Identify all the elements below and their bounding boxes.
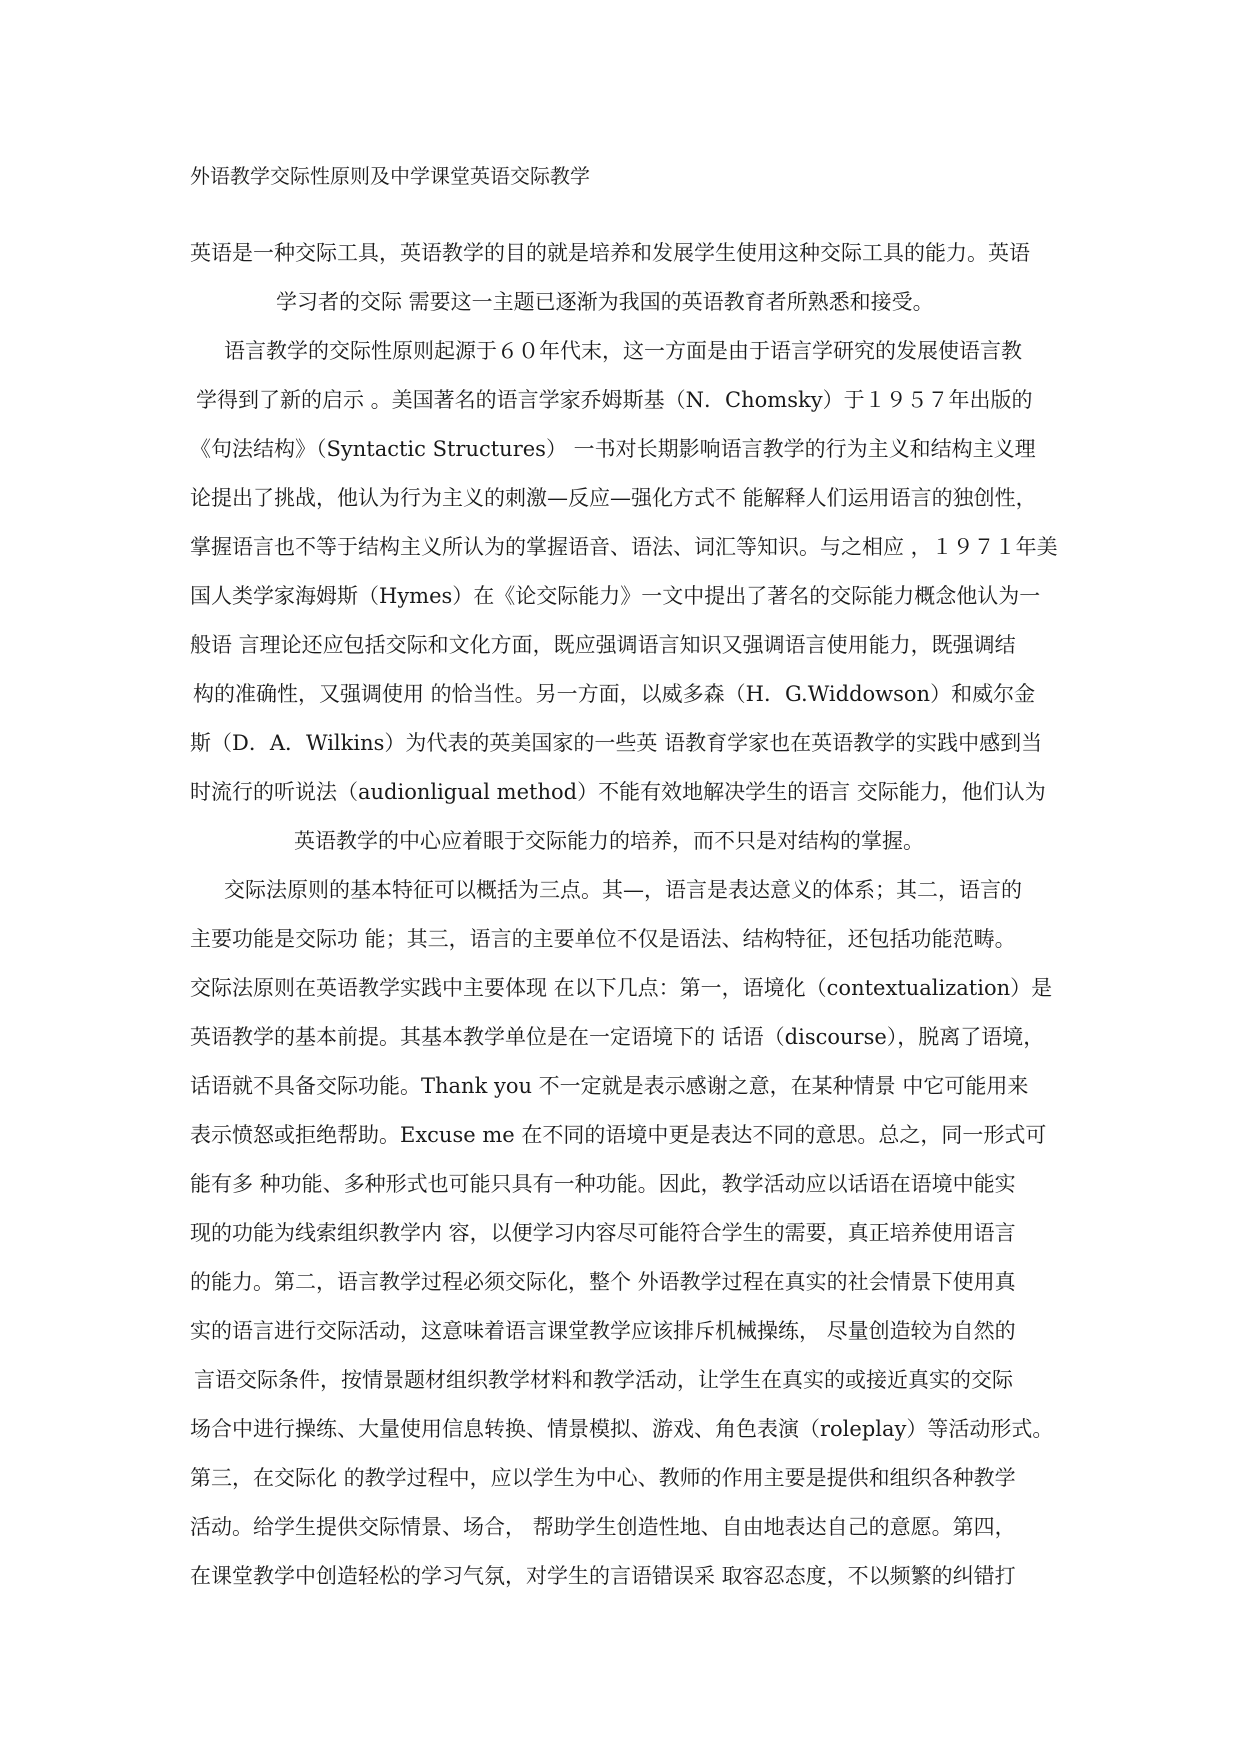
text-line: 表示愤怒或拒绝帮助。Excuse me 在不同的语境中更是表达不同的意思。总之，同一形式可 — [190, 1123, 1047, 1147]
text-line: 学得到了新的启示 。美国著名的语言学家乔姆斯基（N．Chomsky）于１９５７年出版的 — [196, 388, 1033, 412]
text-line: 话语就不具备交际功能。Thank you 不一定就是表示感谢之意，在某种情景 中它可能用来 — [190, 1074, 1029, 1098]
text-line: 般语 言理论还应包括交际和文化方面，既应强调语言知识又强调语言使用能力，既强调结 — [190, 633, 1016, 657]
text-line: 学习者的交际 需要这一主题已逐渐为我国的英语教育者所熟悉和接受。 — [276, 290, 934, 314]
document-title: 外语教学交际性原则及中学课堂英语交际教学 — [190, 164, 590, 188]
text-line: 现的功能为线索组织教学内 容，以便学习内容尽可能符合学生的需要，真正培养使用语言 — [190, 1221, 1016, 1245]
text-line: 时流行的听说法（audionligual method）不能有效地解决学生的语言 交际能力，他们认为 — [190, 780, 1046, 804]
text-line: 活动。给学生提供交际情景、场合， 帮助学生创造性地、自由地表达自己的意愿。第四， — [190, 1515, 1016, 1539]
text-line: 论提出了挑战，他认为行为主义的刺激—反应—强化方式不 能解释人们运用语言的独创性， — [190, 486, 1037, 510]
text-line: 构的准确性，又强调使用 的恰当性。另一方面，以威多森（H．G.Widdowson）和威尔金 — [193, 682, 1036, 706]
text-line: 语言教学的交际性原则起源于６０年代末，这一方面是由于语言学研究的发展使语言教 — [224, 339, 1022, 363]
text-line: 英语教学的中心应着眼于交际能力的培养，而不只是对结构的掌握。 — [294, 829, 924, 853]
text-line: 英语教学的基本前提。其基本教学单位是在一定语境下的 话语（discourse），脱离了语境， — [190, 1025, 1045, 1049]
text-line: 主要功能是交际功 能；其三，语言的主要单位不仅是语法、结构特征，还包括功能范畴。 — [190, 927, 1016, 951]
text-line: 实的语言进行交际活动，这意味着语言课堂教学应该排斥机械操练， 尽量创造较为自然的 — [190, 1319, 1016, 1343]
text-line: 斯（D．A．Wilkins）为代表的英美国家的一些英 语教育学家也在英语教学的实践中感到当 — [190, 731, 1043, 755]
text-line: 交际法原则的基本特征可以概括为三点。其—，语言是表达意义的体系；其二，语言的 — [224, 878, 1022, 902]
text-line: 场合中进行操练、大量使用信息转换、情景模拟、游戏、角色表演（roleplay）等活动形式。 — [190, 1417, 1054, 1441]
text-line: 言语交际条件，按情景题材组织教学材料和教学活动，让学生在真实的或接近真实的交际 — [194, 1368, 1013, 1392]
text-line: 掌握语言也不等于结构主义所认为的掌握语音、语法、词汇等知识。与之相应 ，１９７１年美 — [190, 535, 1058, 559]
text-line: 国人类学家海姆斯（Hymes）在《论交际能力》一文中提出了著名的交际能力概念他认为一 — [190, 584, 1041, 608]
text-line: 《句法结构》（Syntactic Structures） 一书对长期影响语言教学的行为主义和结构主义理 — [190, 437, 1036, 461]
text-line: 能有多 种功能、多种形式也可能只具有一种功能。因此，教学活动应以话语在语境中能实 — [190, 1172, 1016, 1196]
text-line: 在课堂教学中创造轻松的学习气氛，对学生的言语错误采 取容忍态度，不以频繁的纠错打 — [190, 1564, 1016, 1588]
text-line: 英语是一种交际工具，英语教学的目的就是培养和发展学生使用这种交际工具的能力。英语 — [190, 241, 1030, 265]
text-line: 的能力。第二，语言教学过程必须交际化，整个 外语教学过程在真实的社会情景下使用真 — [190, 1270, 1016, 1294]
text-line: 交际法原则在英语教学实践中主要体现 在以下几点：第一，语境化（contextualization）是 — [190, 976, 1053, 1000]
text-line: 第三，在交际化 的教学过程中，应以学生为中心、教师的作用主要是提供和组织各种教学 — [190, 1466, 1016, 1490]
